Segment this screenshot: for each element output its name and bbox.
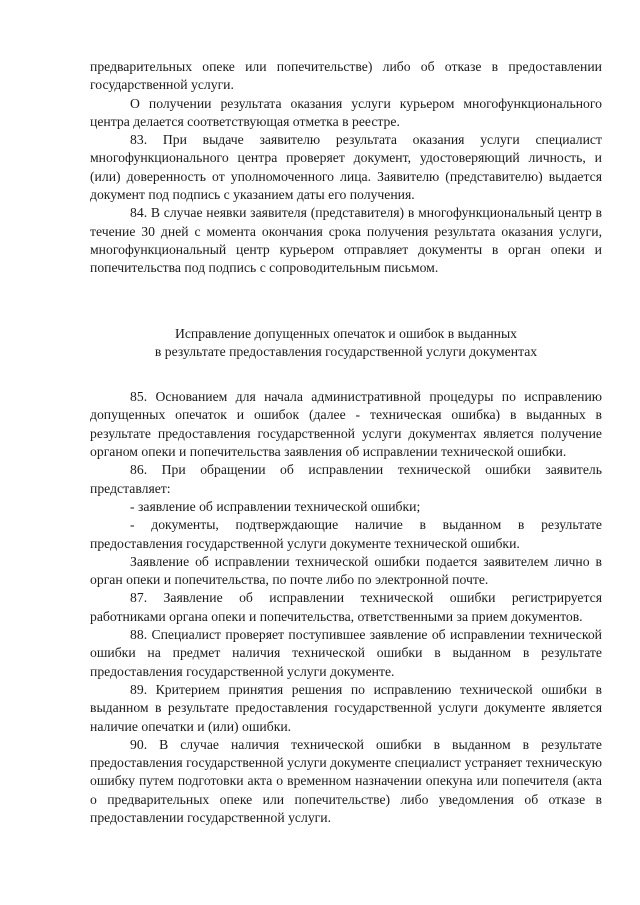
paragraph-89: 89. Критерием принятия решения по исправлению технической ошибки в выданном в результате предоставления государственной услуги документе является наличие опечатки и (или) ошибки.	[90, 681, 602, 734]
paragraph-83: 83. При выдаче заявителю результата оказания услуги специалист многофункционального центра проверяет документ, удостоверяющий личность, и (или) доверенность от уполномоченного лица. Заявителю (представителю) выдается документ под подпись с указанием даты его получения.	[90, 132, 602, 203]
section-heading-line-1: Исправление допущенных опечаток и ошибок в выданных	[174, 325, 518, 341]
paragraph-courier-note: О получении результата оказания услуги курьером многофункционального центра делается соответствующая отметка в реестре.	[90, 95, 602, 129]
paragraph-submission: Заявление об исправлении технической ошибки подается заявителем лично в орган опеки и попечительства, по почте либо по электронной почте.	[90, 553, 602, 588]
paragraph-88: 88. Специалист проверяет поступившее заявление об исправлении технической ошибки на предмет наличия технической ошибки в выданном в результате предоставления государственной услуги документе.	[90, 627, 602, 679]
paragraph-86: 86. При обращении об исправлении технической ошибки заявитель представляет:	[90, 462, 602, 496]
heading-gap	[90, 361, 602, 388]
list-item-application: - заявление об исправлении технической ошибки;	[130, 498, 421, 514]
paragraph-85: 85. Основанием для начала административной процедуры по исправлению допущенных опечаток и ошибок (далее - техническая ошибка) в выданных в результате предоставления государственной услуги документах является получение органом опеки и попечительства заявления об исправлении технической ошибки.	[90, 389, 602, 460]
section-heading-line-2: в результате предоставления государственной услуги документах	[154, 343, 538, 359]
paragraph-87: 87. Заявление об исправлении технической ошибки регистрируется работниками органа опеки и попечительства, ответственными за прием документов.	[90, 590, 602, 624]
section-heading	[90, 325, 602, 362]
list-item-documents: - документы, подтверждающие наличие в выданном в результате предоставления государственной услуги документе технической ошибки.	[90, 517, 602, 551]
paragraph-90: 90. В случае наличия технической ошибки в выданном в результате предоставления государственной услуги документе специалист устраняет техническую ошибку путем подготовки акта о временном назначении опекуна или попечителя (акта о предварительных опеке или попечительстве) либо уведомления об отказе в предоставлении государственной услуги.	[90, 736, 602, 825]
paragraph-continuation: предварительных опеке или попечительстве) либо об отказе в предоставлении государственной услуги.	[90, 59, 602, 93]
section-gap	[90, 278, 602, 325]
paragraph-84: 84. В случае неявки заявителя (представителя) в многофункциональный центр в течение 30 дней с момента окончания срока получения результата оказания услуги, многофункциональный центр курьером отправляет документы в орган опеки и попечительства под подпись с сопроводительным письмом.	[90, 205, 602, 276]
document-page	[90, 58, 602, 827]
